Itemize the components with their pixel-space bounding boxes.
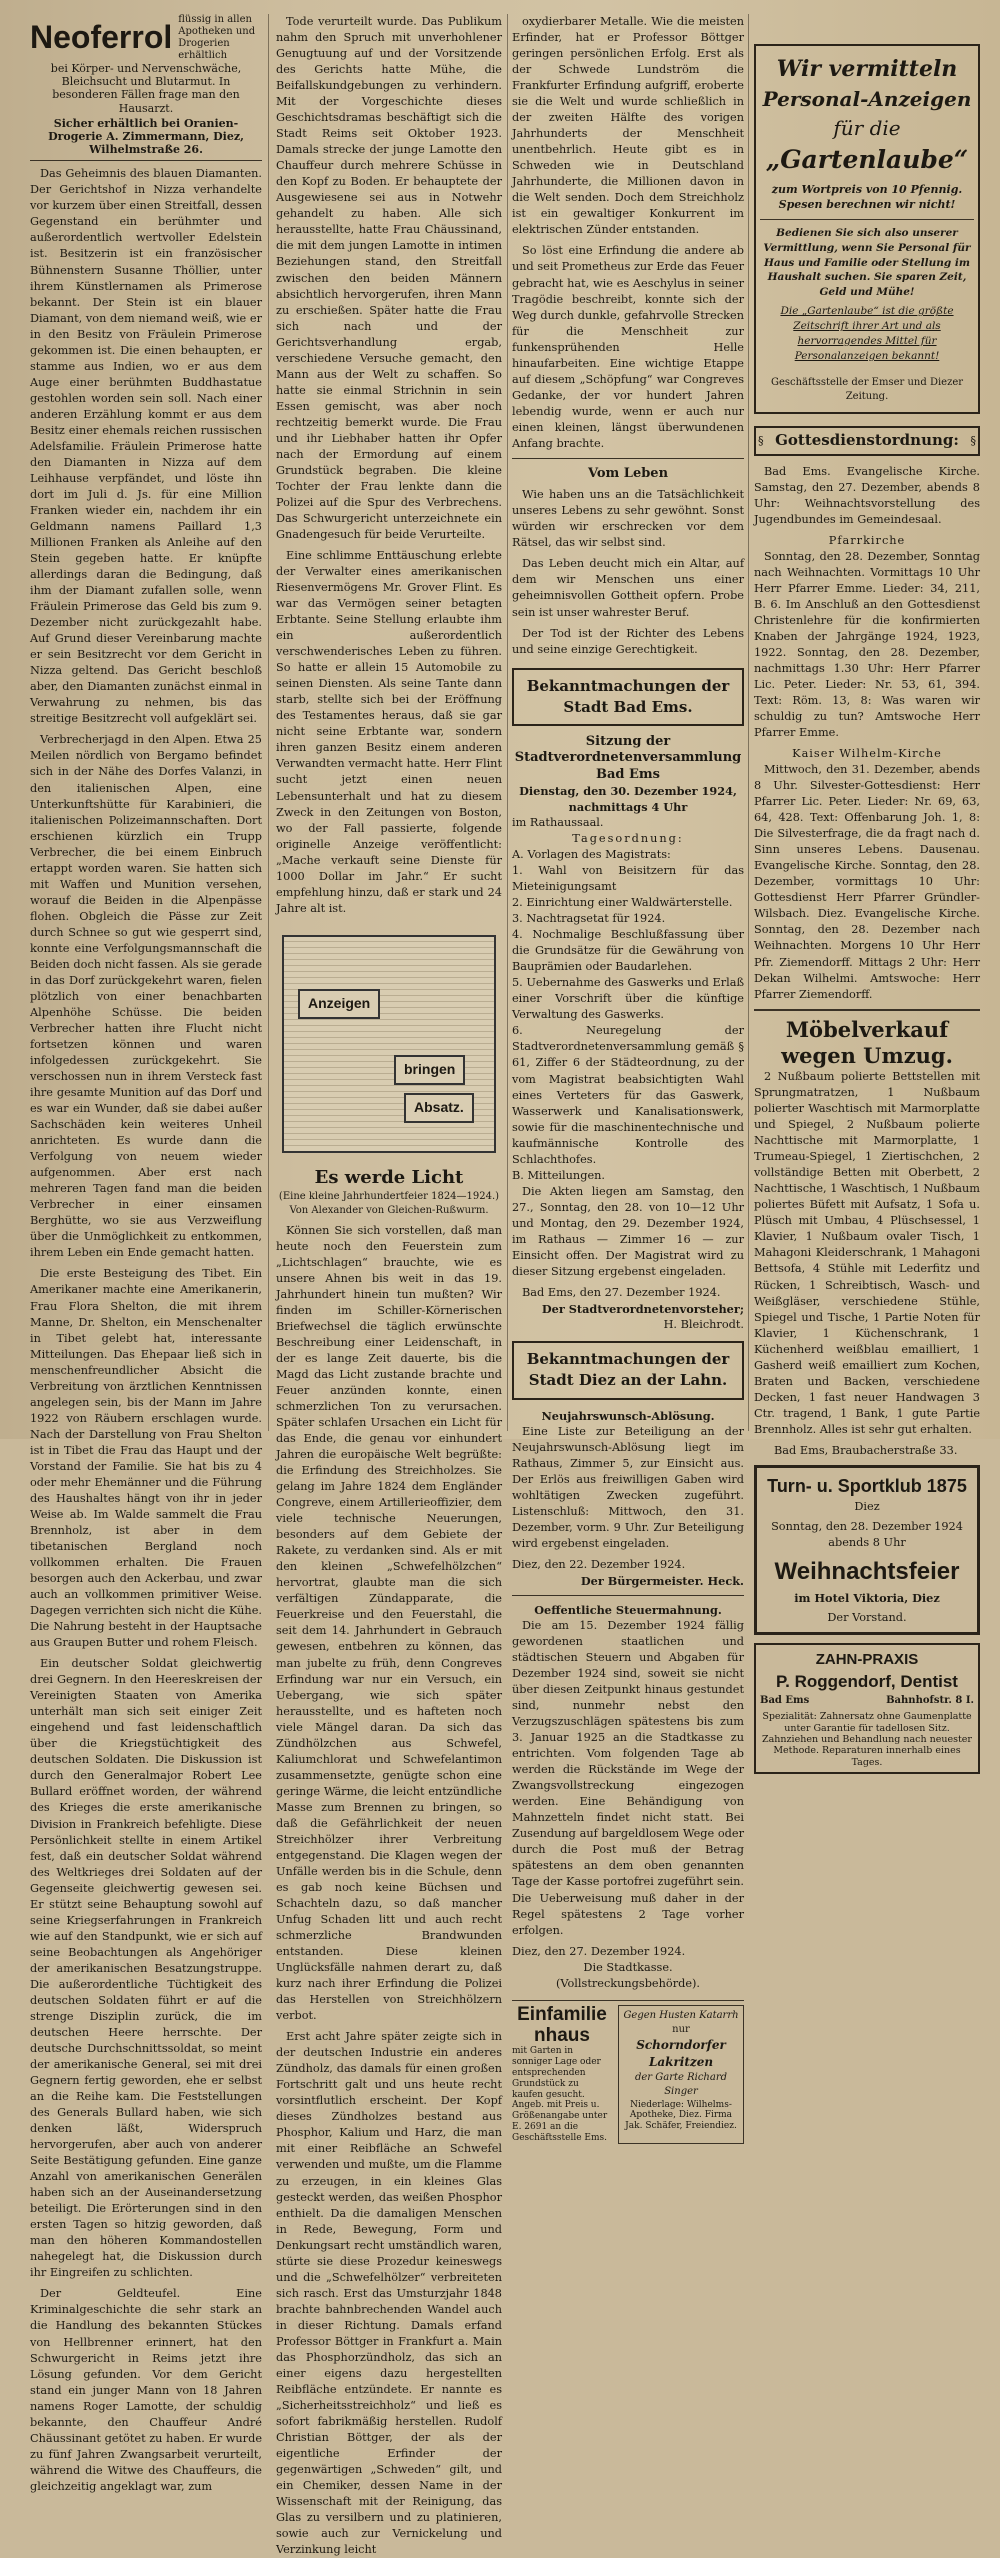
zahnpraxis-title: ZAHN-PRAXIS: [815, 1650, 919, 1668]
column-4: [754, 14, 980, 1768]
gottesdienst-body-1: Bad Ems. Evangelische Kirche. Samstag, den 27. Dezember, abends 8 Uhr: Weihnachtsvorstellung des Jugendbundes im Gemeindesaal.: [754, 464, 980, 526]
sitzung-sign-name: H. Bleichrodt.: [663, 1317, 744, 1331]
gottesdienst-kw: Kaiser Wilhelm-Kirche: [792, 747, 942, 761]
zahnpraxis-ad: [754, 1643, 980, 1775]
bringen-label: bringen: [394, 1055, 465, 1085]
gartenlaube-line6: Bedienen Sie sich also unserer Vermittlung, wenn Sie Personal für Haus und Familie oder Stellung im Haushalt suchen. Sie sparen Zeit, Geld und Mühe!: [763, 226, 971, 299]
article-diamant: Das Geheimnis des blauen Diamanten. Der Gerichtshof in Nizza verhandelte vor kurzem über einen Streitfall, dessen Gegenstand ein berühmter und außerordentlich wertvoller Edelstein ist. Besitzerin ist ein französischer Bühnenstern Susanne Thöllier, unter ihrem Künstlernamen als Primerose bekannt. Der Stein ist ein blauer Diamant, von dem niemand weiß, wie er in den Besitz von Fräulein Primerose gekommen ist. Die einen behaupten, er stamme aus Indien, wo er aus dem Auge einer berühmten Buddhastatue gestohlen worden sein soll. Nach einer anderen Erzählung kommt er aus dem Besitz einer ehemals reichen russischen Adelsfamilie. Fräulein Primerose hatte den Diamanten in Nizza auf dem Leihhause verpfändet, und löste ihn dort im Juli d. Js. für eine Million Franken wieder ein, nachdem ihr ein Geldmann namens Paillard 1,3 Millionen Franken als Anleihe auf den Stein gegeben hatte. Er knüpfte allerdings daran die Bedingung, daß ihm der Diamant zufallen solle, wenn Fräulein Primerose das Geld bis zum 9. Dezember nicht zurückgezahlt habe. Auf Grund dieser Vereinbarung machte er sein Besitzrecht vor dem Gericht in Nizza geltend. Das Gericht beschloß aber, den Diamanten zunächst einmal in Verwahrung zu nehmen, bis das streitige Besitzrecht voll aufgeklärt sei.: [30, 167, 262, 726]
gartenlaube-line2: Personal-Anzeigen: [762, 87, 972, 112]
gartenlaube-line8: Geschäftsstelle der Emser und Diezer Zeitung.: [770, 376, 964, 403]
article-alpen: Verbrecherjagd in den Alpen. Etwa 25 Meilen nördlich von Bergamo befindet sich in der Nähe des Dorfes Valanzi, in den italienischen Alpen, eine Unterkunftshütte für Karabinieri, die italienischen Polizeimannschaften. Dort erschienen kürzlich ein Trupp Verbrecher, die bei einem Einbruch ertappt worden waren. Sie hatten sich mit Waffen und Munition versehen, worauf die Beiden in die Alpenpässe flohen. Obgleich die Pässe zur Zeit durch Schnee so gut wie gesperrt sind, konnte eine Verfolgungsmannschaft die Beiden doch nicht fassen. Als sie gerade in das Dorf zurückgekehrt waren, fielen plötzlich von einer benachbarten Alpenhöhe Schüsse. Die beiden Verbrecher hatten ihre Flucht nicht fortsetzen können und waren infolgedessen zurückgekehrt. Sie verschossen nun in ihrem Versteck fast ihre gesamte Munition auf das Dorf und es war ein Wunder, daß sie dabei außer Sachschäden kein weiteres Unheil anrichteten. Es wurde dann die Verfolgung von neuem wieder aufgenommen. Aber erst nach mehreren Tagen fand man die beiden Verbrecher in einer einsamen Berghütte, wo sie aus Verzweiflung über die Unmöglichkeit zu entkommen, ihrem Leben ein Ende gemacht hatten.: [30, 733, 262, 1260]
gartenlaube-line5: zum Wortpreis von 10 Pfennig. Spesen berechnen wir nicht!: [771, 182, 963, 212]
gartenlaube-line3: für die: [833, 115, 901, 140]
moebel-body: 2 Nußbaum polierte Bettstellen mit Sprungmatratzen, 1 Nußbaum polierter Waschtisch mit Marmorplatte und Spiegel, 2 Nußbaum polierte Nachttische mit Marmorplatte, 1 Trumeau-Spiegel, 1 Ziertischchen, 2 vollständige Betten mit Oberbett, 2 Nachttische, 1 Waschtisch, 1 Nußbaum poliertes Büfett mit Aufsatz, 1 Sofa u. Plüsch mit Umbau, 4 Plüschsessel, 1 Klavier, 1 Nußbaum ovaler Tisch, 1 Mahagoni Kleiderschrank, 1 Mahagoni Bettsofa, 4 Stühle mit Lederfitz und Rücken, 1 Schreibtisch, Wasch- und Weißgläser, verschiedene Stühle, Spiegel und Tische, 1 Partie Noten für Klavier, 1 Küchenschrank, 1 Küchenherd weißblau emailliert, 1 Gasherd weiß emailliert zum Kochen, Braten und Backen, verschiedene Decken, 1 fast neuer Handwagen 3 Ctr. tragend, 1 Bank, 1 gute Partie Brennholz. Alles ist sehr gut erhalten.: [754, 1070, 980, 1436]
turnverein-sign: Der Vorstand.: [827, 1610, 907, 1624]
column-3: [512, 14, 744, 2143]
lakritzen-ad: [618, 2005, 744, 2144]
column-rule: [507, 14, 508, 1431]
divider: [754, 1009, 980, 1011]
moebel-address: Bad Ems, Braubacherstraße 33.: [774, 1443, 958, 1457]
gottesdienst-pfarrkirche: Pfarrkirche: [828, 533, 906, 547]
agenda-item: 5. Uebernahme des Gaswerks und Erlaß einer Vorschrift über die künftige Verwaltung des Gaswerks.: [512, 976, 744, 1022]
sitzung-tagesordnung: Tagesordnung:: [572, 832, 684, 846]
gartenlaube-line1: Wir vermitteln: [776, 56, 958, 82]
neoferrol-body: bei Körper- und Nervenschwäche, Bleichsucht und Blutarmut. In besonderen Fällen frage man den Hausarzt.: [50, 62, 242, 115]
column-rule: [268, 14, 269, 1431]
article-geldteufel-cont: Tode verurteilt wurde. Das Publikum nahm den Spruch mit unverhohlener Genugtuung auf und der Vorsitzende des Gerichts hatte Mühe, die Beifallskundgebungen zu verhindern. Mit der Vorgeschichte dieses Geschichtsdramas beschäftigt sich die Stadt Reims seit Oktober 1923. Damals strecke der junge Lamotte den Chauffeur durch mehrere Schüsse in den Kopf zu Boden. Er behauptete der Ausgewiesene sei aus in Notwehr gehandelt zu haben. Alle sich herausstellte, hatte Frau Chäussinand, die mit dem jungen Lamotte in intimen Beziehungen stand, den Streitfall zwischen den beiden Männern absichtlich hervorgerufen, ihren Mann zu erschießen. Später hatte die Frau sich nach und der Gerichtsverhandlung ergab, verschiedene Versuche gemacht, den Mann aus der Welt zu schaffen. So hatte sie einmal Strichnin in sein Essen gemischt, was aber noch rechtzeitig bemerkt wurde. Die Frau und ihr Liebhaber hatten ihr Opfer nach der Ermordung auf einem Grundstück begraben. Die kleine Tochter der Frau lenkte dann die Polizei auf die Spur des Verbrechens. Das Schwurgericht unterzeichnete ein Gnadengesuch für beide Verurteilte.: [276, 15, 502, 541]
steuer-sign-sub: (Vollstreckungsbehörde).: [555, 1976, 701, 1990]
anzeigen-label: Anzeigen: [298, 989, 380, 1019]
lakritzen-line2: nur: [672, 2023, 690, 2035]
agenda-item: 6. Neuregelung der Stadtverordnetenversammlung gemäß § 61, Ziffer 6 der Städteordnung, zu der vom Magistrat beabsichtigten Wahl eines Verteters für das Gaswerk, Wasserwerk und Kanalisationswerk, sowie für die maschinentechnische und kaufmännische Kontrolle des Schlachthofes.: [512, 1024, 744, 1166]
gottesdienst-header: [754, 426, 980, 455]
zahnpraxis-name: P. Roggendorf, Dentist: [776, 1671, 958, 1691]
zahnpraxis-street: Bahnhofstr. 8 I.: [886, 1695, 974, 1707]
anzeigen-ad: [282, 935, 496, 1153]
ornament-icon: §: [758, 433, 764, 447]
bekanntmachung-diez-header: Bekanntmachungen der Stadt Diez an der Lahn.: [512, 1341, 744, 1400]
gottesdienst-body-2: Sonntag, den 28. Dezember, Sonntag nach Weihnachten. Vormittags 10 Uhr Herr Pfarrer Emme. Lieder: 34, 211, B. 6. Im Anschluß an den Gottesdienst Christenlehre für die konfirmierten Knaben der Jahrgänge 1924, 1923, 1922. Sonntag, den 28. Dezember, nachmittags 1.30 Uhr: Herr Pfarrer Lic. Peter. Lieder: Nr. 53, 61, 394. Text: Röm. 13, 8: Was waren wir schuldig zu tun? Amtswoche Herr Pfarrer Emme.: [754, 549, 980, 740]
turnverein-ad: [754, 1465, 980, 1635]
neujahr-body: Eine Liste zur Beteiligung an der Neujahrswunsch-Ablösung liegt im Rathaus, Zimmer 5, zur Einsicht aus. Der Erlös aus freiwilligen Gaben wird wohltätigen Zwecken zugeführt. Listenschluß: Mittwoch, den 31. Dezember, vorm. 9 Uhr. Zur Beteiligung wird ergebenst eingeladen.: [512, 1424, 744, 1550]
steuer-sign: Die Stadtkasse.: [583, 1960, 673, 1974]
sitzung-place: im Rathaussaal.: [512, 816, 604, 830]
story-title: Es werde Licht: [314, 1166, 464, 1188]
story-paragraph-1: Können Sie sich vorstellen, daß man heute noch den Feuerstein zum „Lichtschlagen“ brauchte, wie es unsere Ahnen bis weit in das 19. Jahrhundert hinein tun mußten? Wir finden im Schiller-Körnerischen Briefwechsel die täglich erwünschte Beschreibung einer Leidenschaft, in der es lange Zeit dauerte, bis die Magd das Licht zustande brachte und Feuer anzünden konnte, einen schmerzlichen Ton zu verursachen. Später schlafen Ursachen ein Licht für das Ende, die genau vor einhundert Jahren die europäische Welt begrüßte: die Erfindung des Streichholzes. Sie gelang im Jahre 1824 dem Engländer Congreve, einem Artillerieoffizier, dem viele technische Neuerungen, besonders auf dem Gebiete der Rakete, zu verdanken sind. Als er mit den kleinen „Schwefelhölzchen“ hervortrat, glaubte man die sich verfältigen Zündapparate, die Feuerkreise und den Feuerstahl, die seit dem 14. Jahrhundert in Gebrauch gewesen, entbehren zu können, das man jubelte zu früh, denn Congreves Erfindung war nur ein Versuch, ein Uebergang, wie sich später herausstellte, und es hafteten noch viele Mängel daran. Da sich das Zündhölzchen aus Schwefel, Kaliumchlorat und Schwefelantimon zusammensetzte, genügte schon eine geringe Wärme, die leicht entzündliche Masse zum Brennen zu bringen, so daß die Gefährlichkeit der neuen Streichhölzer ihrer Verbreitung entgegenstand. Die Klagen wegen der Unfälle werden bis in die Schule, denn es gab noch keine Büchsen und Schachteln dazu, so daß mancher Unfug Schaden litt und auch recht schmerzliche Brandwunden entstanden. Diese kleinen Unglücksfälle nahmen derart zu, daß kurz nach ihrer Erfindung die Polizei das Herstellen von Streichhölzern verbot.: [276, 1223, 502, 2023]
neoferrol-side: flüssig in allen Apotheken und Drogerien erhältlich: [178, 14, 256, 61]
agenda-item: 2. Einrichtung einer Waldwärterstelle.: [512, 896, 733, 910]
sitzung-title: Sitzung der Stadtverordnetenversammlung Bad Ems: [514, 734, 742, 782]
moebel-title: Möbelverkauf wegen Umzug.: [781, 1016, 953, 1068]
agenda-item: 4. Nochmalige Beschlußfassung über die Grundsätze für die Gewährung von Bauprämien oder Baudarlehen.: [512, 928, 744, 974]
leben-1: Wie haben uns an die Tatsächlichkeit unseres Lebens zu sehr gewöhnt. Sonst würden wir erschrecken vor dem Rätsel, das wir selbst sind.: [512, 488, 744, 550]
story-subtitle: (Eine kleine Jahrhundertfeier 1824—1924.): [278, 1191, 500, 1203]
gartenlaube-ad: [754, 44, 980, 414]
neujahr-title: Neujahrswunsch-Ablösung.: [541, 1408, 715, 1423]
story-paragraph-2: Erst acht Jahre später zeigte sich in der deutschen Industrie ein anderes Zündholz, das damals für einen großen Fortschritt galt und uns heute recht vorsintflutlich erscheint. Der Kopf dieses Zündholzes bestand aus Phosphor, Kalium und Harz, die man mit einer Reibfläche an Schwefel verwenden und mußte, um die Flamme zu erzeugen, in ein kleines Glas gesteckt werden, das weißen Phosphor enthielt. Da die damaligen Menschen in Rede, Bewegung, Form und Denkungsart recht umständlich waren, stürte sie diese Prozedur keineswegs und die „Schwefelhölzer“ verbreiteten sich rasch. Erst das Umsturzjahr 1848 brachte bahnbrechenden Wandel auch in dieser Richtung. Damals erfand Professor Böttger in Frankfurt a. Main das Phosphorzündholz, das sich an einer eigens dazu hergestellten Reibfläche entzündete. Er nannte es „Sicherheitsstreichholz“ und ließ es sofort fabrikmäßig herstellen. Rudolf Christian Böttger, der als der eigentliche Erfinder der gegenwärtigen „Schweden“ gilt, und ein Chemiker, dessen Name in der Wissenschaft mit der Reinigung, das Glas zu versilbern und zu platinieren, sowie auch zur Vernickelung und Verzinkung leicht: [276, 2030, 502, 2557]
neoferrol-title: Neoferrol: [30, 19, 173, 56]
steuer-title: Oeffentliche Steuermahnung.: [534, 1602, 722, 1617]
article-geldteufel: Der Geldteufel. Eine Kriminalgeschichte die sehr stark an die Handlung des bekannten Stückes von Hellbrenner erinnert, hat den Schwurgericht in Reims jetzt ihre Lösung gefunden. Vor dem Gericht stand ein junger Mann von 18 Jahren namens Roger Lamotte, der schuldig bekannte, den Chauffeur André Chäussinant getötet zu haben. Er wurde zu fünf Jahren Zwangsarbeit verurteilt, während die Witwe des Chauffeurs, die gleichzeitig angeklagt war, zum: [30, 2287, 262, 2493]
leben-title: Vom Leben: [587, 465, 669, 481]
turnverein-date: Sonntag, den 28. Dezember 1924 abends 8 Uhr: [771, 1520, 963, 1550]
gottesdienst-body-3: Mittwoch, den 31. Dezember, abends 8 Uhr. Silvester-Gottesdienst: Herr Pfarrer Lic. Peter. Lieder: Nr. 69, 63, 64, 428. Text: Offenbarung Joh. 1, 8: Die Silvesterfrage, die da fragt nach d. Sinn unseres Lebens. Dausenau. Evangelische Kirche. Sonntag, den 28. Dezember, vormittags 10 Uhr: Gottesdienst Herr Pfarrer Gründler-Wilsbach. Diez. Evangelische Kirche. Sonntag, den 28. Dezember nach Weihnachten. Morgens 10 Uhr Herr Pfr. Ziemendorff. Mittags 2 Uhr: Herr Dekan Wilhelmi. Amtswoche: Herr Pfarrer Ziemendorff.: [754, 763, 980, 1001]
agenda-list: [512, 863, 744, 1184]
sitzung-date: Dienstag, den 30. Dezember 1924, nachmittags 4 Uhr: [519, 783, 737, 814]
turnverein-title: Turn- u. Sportklub 1875: [767, 1475, 967, 1496]
sitzung-sign-title: Der Stadtverordnetenvorsteher;: [541, 1301, 744, 1316]
sitzung-note: Die Akten liegen am Samstag, den 27., Sonntag, den 28. von 10—12 Uhr und Montag, den 29. Dezember 1924, im Rathaus — Zimmer 16 — zur Einsicht offen. Der Magistrat wird zu dieser Sitzung ergebenst eingeladen.: [512, 1184, 744, 1278]
column-rule: [748, 14, 749, 1431]
article-soldat: Ein deutscher Soldat gleichwertig drei Gegnern. In den Heereskreisen der Vereinigten Staaten von Amerika unterhält man sich seit einiger Zeit eingehend und fast leidenschaftlich über die Kriegstüchtigkeit des deutschen Soldaten. Die Diskussion ist durch den Generalmajor Robert Lee Bullard eröffnet worden, der während des Krieges die erste amerikanische Division in Frankreich befehligte. Diese Persönlichkeit stellte in einem Artikel fest, daß ein deutscher Soldat während des Weltkrieges drei Soldaten auf der Gegenseite gleichwertig gewesen sei. Er stützt seine Behauptung sowohl auf seine Kriegserfahrungen in Frankreich wie auf den Standpunkt, wie er sich auf seine Beobachtungen als Angehöriger der amerikanischen Besatzungstruppe. Die außerordentliche Tüchtigkeit des deutschen Soldaten führt er auf die strenge Disziplin zurück, die im deutschen Heere herrschte. Der deutsche Durchschnittssoldat, so meint der amerikanische General, sei mit drei Gegnern fertig geworden, ehe er selbst an die Reihe kam. Die Feststellungen des Generals Bullard haben, wie sich denken läßt, Widerspruch hervorgerufen, aber auch von anderer Seite Bestätigung gefunden. Eine ganze Anzahl von amerikanischen Generälen haben sich an der Auseinandersetzung beteiligt. Die Erörterungen sind in den ersten Tagen so hitzig geworden, daß man den höheren Kommandostellen nahegelegt hat, die Diskussion durch ihr Eingreifen zu schlichten.: [30, 1657, 262, 2280]
column-1: [30, 14, 262, 2493]
neoferrol-seller: Sicher erhältlich bei Oranien-Drogerie A. Zimmermann, Diez, Wilhelmstraße 26.: [48, 116, 244, 157]
einfamilienhaus-body: mit Garten in sonniger Lage oder entsprechenden Grundstück zu kaufen gesucht. Angeb. mit Preis u. Größenangabe unter E. 2691 an die Geschäftsstelle Ems.: [512, 2046, 608, 2143]
sitzung-sign-date: Bad Ems, den 27. Dezember 1924.: [522, 1285, 721, 1299]
zahnpraxis-city: Bad Ems: [760, 1695, 810, 1707]
turnverein-hotel: im Hotel Viktoria, Diez: [794, 1590, 940, 1605]
einfamilienhaus-ad: [512, 2005, 612, 2144]
divider: [512, 458, 744, 459]
gottesdienst-title: Gottesdienstordnung:: [775, 431, 959, 450]
neoferrol-ad: [30, 14, 262, 161]
neujahr-sign-date: Diez, den 22. Dezember 1924.: [512, 1557, 686, 1571]
story-paragraph-3: oxydierbarer Metalle. Wie die meisten Erfinder, hat er Professor Böttger geringen persönlichen Erfolg. Erst als der Schwede Lundström die Frankfurter Erfindung aufgriff, eroberte sie die Welt und wurde schließlich in der zweiten Hälfte des vorigen Jahrhunderts der Menschheit unentbehrlich. Heute gibt es in Schweden wie in Deutschland Jahrhunderte, die Millionen davon in die Welt senden. Doch dem Streichholz ist ein gewaltiger Konkurrent im elektrischen Zünder entstanden.: [512, 15, 744, 237]
bekanntmachung-ems-header: Bekanntmachungen der Stadt Bad Ems.: [512, 668, 744, 727]
neujahr-sign: Der Bürgermeister. Heck.: [580, 1573, 744, 1588]
turnverein-place: Diez: [854, 1500, 880, 1514]
article-tibet: Die erste Besteigung des Tibet. Ein Amerikaner machte eine Amerikanerin, Frau Flora Shelton, die mit ihrem Manne, Dr. Shelton, ein Menschenalter in Tibet gelebt hat, interessante Mitteilungen. Das Ehepaar ließ sich in menschenfreundlicher Absicht die Verbreitung von ärztlichen Kenntnissen angelegen sein, bis der Mann im Jahre 1922 von Räubern erschlagen wurde. Nach der Darstellung von Frau Shelton ist in Tibet die Frau das Haupt und der Vorstand der Familie. Sie hat bis zu 4 oder mehr Ehemänner und die Führung des Haushaltes hängt von ihr in jeder Weise ab. Im Walde sammelt die Frau Brennholz, ist aber in dem tibetanischen Bergland noch vollkommen erhalten. Die Frauen besorgen auch den Ackerbau, und zwar auch an vollkommen primitiver Weise. Dagegen verrichten sich nicht die Kühe. Die Nahrung besteht in der Hauptsache aus Graupen Butter und rohem Fleisch.: [30, 1267, 262, 1650]
divider: [512, 1595, 744, 1596]
agenda-item: 1. Wahl von Beisitzern für das Mieteinigungsamt: [512, 864, 744, 894]
ornament-icon: §: [970, 433, 976, 447]
zahnpraxis-body: Spezialität: Zahnersatz ohne Gaumenplatte unter Garantie für tadellosen Sitz. Zahnziehen und Behandlung nach neuester Methode. Reparaturen innerhalb eines Tages.: [762, 1711, 972, 1768]
turnverein-event: Weihnachtsfeier: [774, 1558, 960, 1586]
sitzung-vorlagen: A. Vorlagen des Magistrats:: [512, 848, 671, 862]
lakritzen-line3: Schorndorfer Lakritzen: [636, 2038, 726, 2070]
story-paragraph-4: So löst eine Erfindung die andere ab und seit Prometheus zur Erde das Feuer gebracht hat, wie es Aeschylus in seiner Tragödie beschreibt, konnte sich der Weg durch dunkle, gefahrvolle Strecken für die Menschheit zur funkensprühenden Helle hinaufarbeiten. Eine wichtige Etappe auf diesem „Schöpfung“ war Congreves Gedanke, der vor hundert Jahren lebendig wurde, wenn er auch nur einen kleinen, längst überwundenen Anfang brachte.: [512, 244, 744, 450]
story-author: Von Alexander von Gleichen-Rußwurm.: [289, 1205, 489, 1217]
einfamilienhaus-title: Einfamilienhaus: [517, 2003, 607, 2046]
article-enttaeuschung: Eine schlimme Enttäuschung erlebte der Verwalter eines amerikanischen Riesenvermögens Mr. Grover Flint. Es war das Vermögen seiner betagten Erbtante. Seine Stellung erlaubte ihm ein außerordentlich verschwenderisches Leben zu führen. So hatte er allein 15 Automobile zu seinen Diensten. Als seine Tante dann starb, stellte sich bei der Eröffnung des Testamentes heraus, daß sie gar nicht seine Erbtante war, sondern ihren ganzen Besitz einem anderen Verwandten vermacht hatte. Herr Flint sucht jetzt einen neuen Lebensunterhalt und hat zu diesem Zweck in den Zeitungen von Boston, wo der Fall passierte, folgende originelle Anzeige veröffentlicht: „Mache verkauft seine Dienste für 1000 Dollar im Jahr.“ Er sucht empfehlung hinzu, daß er stark und 24 Jahre alt ist.: [276, 549, 502, 915]
leben-2: Das Leben deucht mich ein Altar, auf dem wir Menschen uns einer geheimnisvollen Gottheit opfern. Probe sein ist unser wahrester Beruf.: [512, 557, 744, 619]
lakritzen-line5: Niederlage: Wilhelms-Apotheke, Diez. Firma Jak. Schäfer, Freiendiez.: [625, 2099, 737, 2132]
column-2: [276, 14, 502, 2557]
gartenlaube-line7: Die „Gartenlaube“ ist die größte Zeitschrift ihrer Art und als hervorragendes Mittel für Personalanzeigen bekannt!: [780, 305, 954, 362]
bottom-ads-row: [512, 2000, 744, 2144]
absatz-label: Absatz.: [404, 1093, 474, 1123]
steuer-sign-date: Diez, den 27. Dezember 1924.: [512, 1944, 686, 1958]
divider: [760, 219, 974, 220]
agenda-item: 3. Nachtragsetat für 1924.: [512, 912, 666, 926]
gartenlaube-line4: „Gartenlaube“: [765, 145, 969, 175]
leben-3: Der Tod ist der Richter des Lebens und seine einzige Gerechtigkeit.: [512, 626, 744, 656]
agenda-item: B. Mitteilungen.: [512, 1168, 605, 1182]
lakritzen-line1: Gegen Husten Katarrh: [623, 2009, 739, 2021]
lakritzen-line4: der Garte Richard Singer: [634, 2072, 728, 2098]
steuer-body: Die am 15. Dezember 1924 fällig gewordenen staatlichen und städtischen Steuern und Abgaben für Dezember 1924 sind, soweit sie nicht über diesen Zeitpunkt hinaus gestundet sind, nunmehr nebst den Verzugszuschlägen spätestens bis zum 3. Januar 1925 an die Stadtkasse zu entrichten. Vom folgenden Tage ab werden die Rückstände im Wege der Zwangsvollstreckung eingezogen werden. Eine Behändigung von Mahnzetteln findet nicht statt. Bei Zusendung auf bargeldlosem Wege oder durch die Post muß der Betrag spätestens an dem oben genannten Tage der Kasse portofrei zugeführt sein. Die Ueberweisung muß daher in der Regel spätestens 2 Tage vorher erfolgen.: [512, 1618, 744, 1937]
